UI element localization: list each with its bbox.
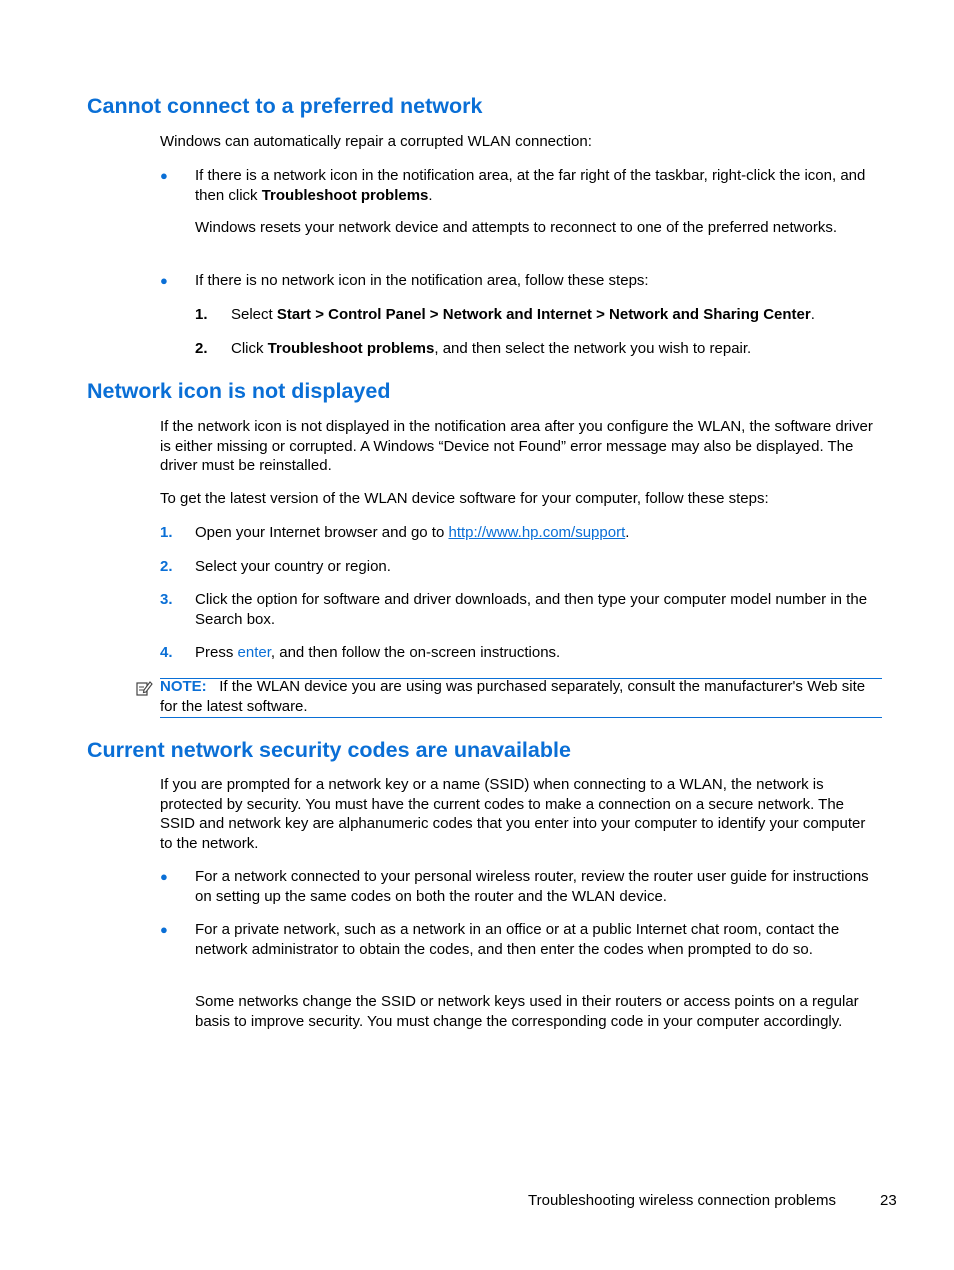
note-text: NOTE: If the WLAN device you are using was purchased separately, consult the manufacturer's Web site for the latest software. — [160, 678, 866, 715]
section-heading-network-icon: Network icon is not displayed — [87, 379, 391, 403]
step-number: 1. — [195, 306, 208, 323]
step-number: 3. — [160, 591, 173, 608]
bullet-subparagraph: Windows resets your network device and attempts to reconnect to one of the preferred networks. — [195, 219, 837, 236]
section-heading-preferred-network: Cannot connect to a preferred network — [87, 94, 483, 118]
bullet-icon: ● — [160, 922, 168, 937]
paragraph: If the network icon is not displayed in the notification area after you configure the WLAN, the software driver is either missing or corrupted. A Windows “Device not Found” error message may also be displayed. The driver must be reinstalled. — [160, 418, 873, 474]
bullet-icon: ● — [160, 869, 168, 884]
step-text: Click Troubleshoot problems, and then select the network you wish to repair. — [231, 340, 752, 357]
hp-support-link[interactable]: http://www.hp.com/support — [448, 524, 626, 541]
step-text: Click the option for software and driver downloads, and then type your computer model number in the Search box. — [195, 591, 868, 628]
paragraph: To get the latest version of the WLAN device software for your computer, follow these steps: — [160, 490, 769, 507]
note-bottom-rule — [160, 717, 882, 718]
page-number: 23 — [880, 1192, 897, 1209]
enter-key-label: enter — [237, 644, 271, 661]
bullet-icon: ● — [160, 273, 168, 288]
footer-title: Troubleshooting wireless connection problems — [528, 1192, 836, 1209]
bullet-text: If there is a network icon in the notification area, at the far right of the taskbar, right-click the icon, and then click Troubleshoot problems. — [195, 167, 866, 204]
step-number: 4. — [160, 644, 173, 661]
step-number: 2. — [195, 340, 208, 357]
step-number: 2. — [160, 558, 173, 575]
step-number: 1. — [160, 524, 173, 541]
section-heading-security-codes: Current network security codes are unavailable — [87, 738, 571, 762]
step-text: Select your country or region. — [195, 558, 391, 575]
bullet-text: If there is no network icon in the notification area, follow these steps: — [195, 272, 649, 289]
paragraph: If you are prompted for a network key or a name (SSID) when connecting to a WLAN, the network is protected by security. You must have the current codes to make a connection on a secure network. The SSID and network key are alphanumeric codes that you enter into your computer to identify your computer to the network. — [160, 776, 866, 852]
bullet-subparagraph: Some networks change the SSID or network keys used in their routers or access points on a regular basis to improve security. You must change the corresponding code in your computer accordingly. — [195, 993, 859, 1030]
step-text: Press enter, and then follow the on-screen instructions. — [195, 644, 561, 661]
note-label: NOTE: — [160, 678, 207, 695]
step-text: Select Start > Control Panel > Network and Internet > Network and Sharing Center. — [231, 306, 815, 323]
paragraph: Windows can automatically repair a corrupted WLAN connection: — [160, 133, 592, 150]
note-pencil-icon — [135, 679, 153, 697]
bullet-text: For a network connected to your personal wireless router, review the router user guide for instructions on setting up the same codes on both the router and the WLAN device. — [195, 868, 869, 905]
bullet-text: For a private network, such as a network in an office or at a public Internet chat room, contact the network administrator to obtain the codes, and then enter the codes when prompted to do so. — [195, 921, 840, 958]
step-text: Open your Internet browser and go to http://www.hp.com/support. — [195, 524, 630, 541]
bullet-icon: ● — [160, 168, 168, 183]
